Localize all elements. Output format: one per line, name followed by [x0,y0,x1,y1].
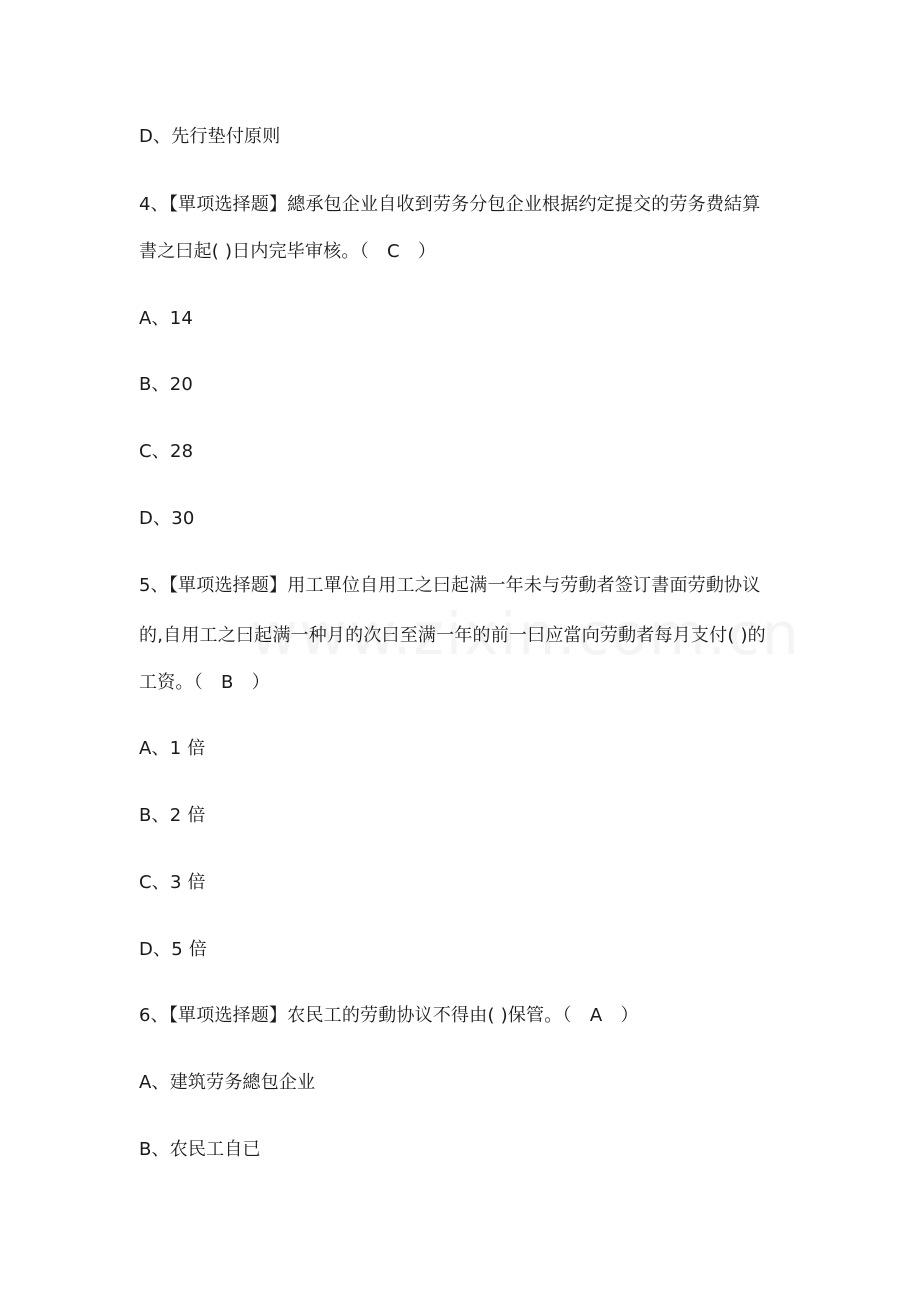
q4-option-d: D、30 [139,508,195,529]
q5-option-a: A、1 倍 [139,738,206,759]
q6-option-a: A、建筑劳务總包企业 [139,1072,316,1093]
q4-option-b: B、20 [139,374,194,395]
q5-option-d: D、5 倍 [139,939,208,960]
q6-question-line-1: 6、【單项选择题】农民工的劳動协议不得由( )保管。（ A ） [139,1005,639,1026]
q4-option-c: C、28 [139,441,194,462]
q5-question-line-2: 的,自用工之曰起满一种月的次曰至满一年的前一曰应當向劳動者每月支付( )的 [139,625,766,646]
q4-question-line-2: 書之曰起( )日内完毕审核。（ C ） [139,241,437,262]
q5-option-b: B、2 倍 [139,805,206,826]
q5-question-line-1: 5、【單项选择题】用工單位自用工之曰起满一年未与劳動者签订書面劳動协议 [139,575,761,596]
q4-option-a: A、14 [139,308,194,329]
q6-option-b: B、农民工自已 [139,1139,261,1160]
q3-option-d: D、先行垫付原则 [139,126,281,147]
q4-question-line-1: 4、【單项选择题】總承包企业自收到劳务分包企业根据约定提交的劳务费結算 [139,194,761,215]
q5-question-line-3: 工资。（ B ） [139,672,270,693]
q5-option-c: C、3 倍 [139,872,206,893]
